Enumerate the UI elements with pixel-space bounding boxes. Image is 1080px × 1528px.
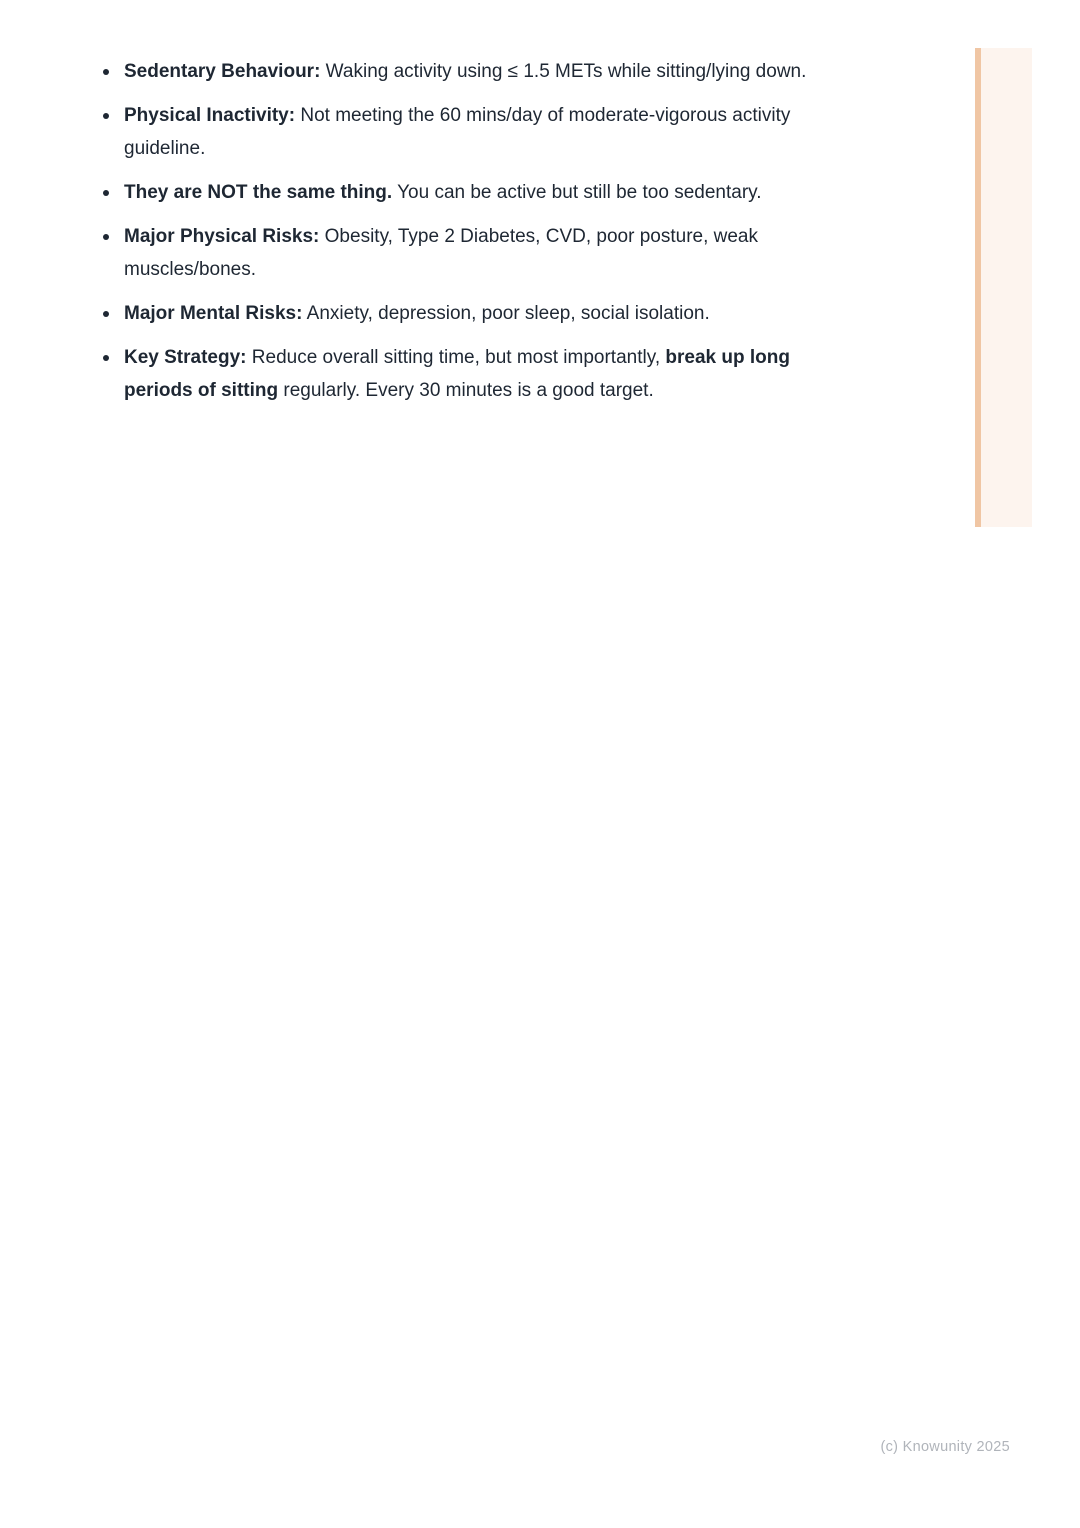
regular-text: You can be active but still be too sedentary. [392,182,762,203]
regular-text: regularly. Every 30 minutes is a good target. [278,380,654,401]
notes-list [124,55,818,418]
next-page-preview [981,48,1032,527]
page-edge-strip [975,48,1032,527]
copyright-footer: (c) Knowunity 2025 [880,1439,1010,1455]
bold-text: They are NOT the same thing. [124,182,393,203]
regular-text: Obesity, Type 2 Diabetes, CVD, poor posture, weak muscles/bones. [124,226,758,280]
list-item [124,99,818,165]
list-item [124,176,818,209]
regular-text: Not meeting the 60 mins/day of moderate-vigorous activity guideline. [124,105,791,159]
list-item [124,297,818,330]
regular-text: Reduce overall sitting time, but most importantly, [246,347,666,368]
regular-text: Waking activity using ≤ 1.5 METs while sitting/lying down. [320,61,807,82]
bold-text: Sedentary Behaviour: [124,61,321,82]
list-item [124,220,818,286]
bold-text: break up long periods of sitting [124,347,790,401]
regular-text: Anxiety, depression, poor sleep, social isolation. [302,303,710,324]
bold-text: Physical Inactivity: [124,105,296,126]
bold-text: Major Physical Risks: [124,226,320,247]
list-item [124,341,818,407]
bold-text: Major Mental Risks: [124,303,303,324]
list-item [124,55,818,88]
bold-text: Key Strategy: [124,347,247,368]
